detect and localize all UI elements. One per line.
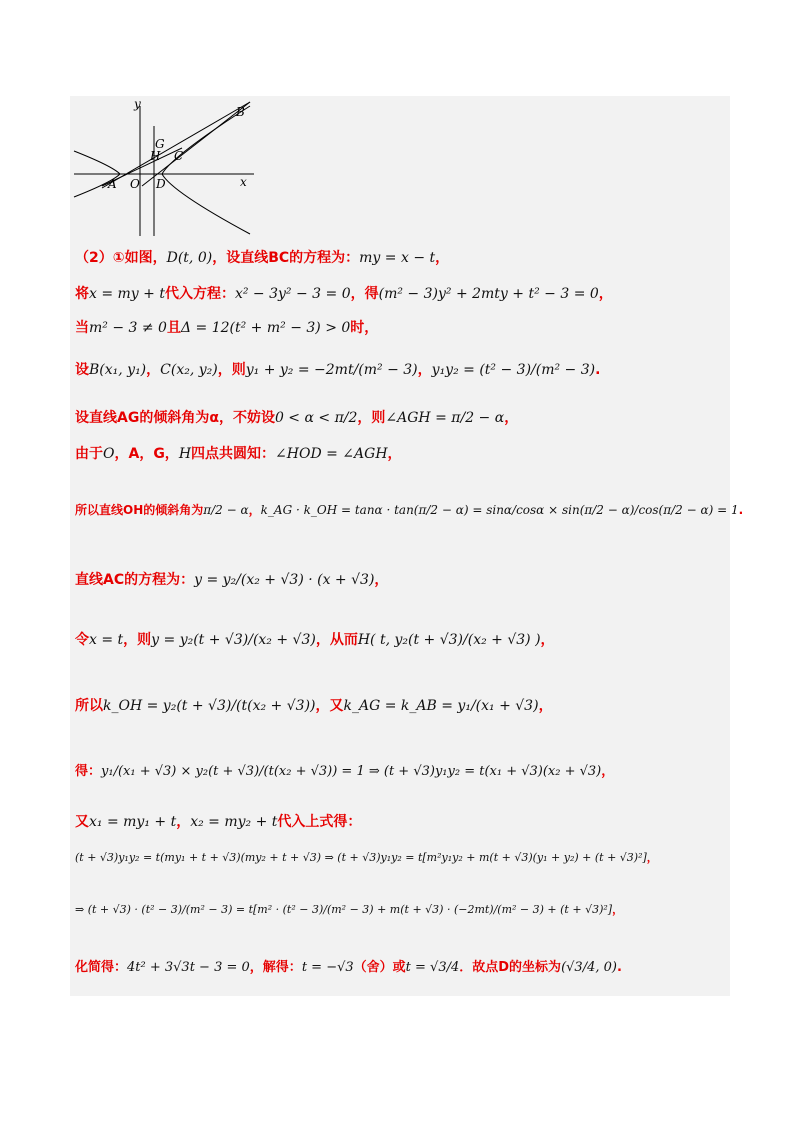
line-14 (75, 900, 623, 920)
text: 由于 (75, 446, 103, 462)
text: 直线AC的方程为： (75, 572, 195, 588)
label-C: C (174, 149, 184, 163)
text: . (616, 960, 622, 975)
text: 当 (75, 320, 89, 336)
math: x₂ = my₂ + t (190, 814, 278, 830)
text: 代入上式得： (277, 814, 362, 830)
label-O: O (130, 177, 140, 191)
line-8 (75, 570, 388, 590)
line-7 (75, 500, 743, 520)
math: my = x − t (359, 250, 436, 266)
label-B: B (236, 105, 245, 119)
label-A: A (108, 177, 117, 191)
text: 得： (75, 764, 102, 779)
text: 四点共圆知： (191, 446, 276, 462)
line-2 (75, 284, 613, 304)
line-3 (75, 318, 378, 338)
math: ⇒ (t + √3) · (t² − 3)/(m² − 3) = t[m² · (t² − 3)/(m² − 3) + m(t + √3) · (−2mt)/(m² − 3) + (t + √3)²] (75, 903, 613, 916)
math: 0 < α < π/2 (274, 410, 358, 426)
math: x² − 3y² − 3 = 0 (234, 286, 351, 302)
text: ，则 (357, 410, 386, 426)
math: ∠AGH = π/2 − α (385, 410, 505, 426)
text: ， (540, 632, 555, 648)
math: x = my + t (89, 286, 165, 302)
math: k_AG · k_OH = tanα · tan(π/2 − α) = sinα/cosα × sin(π/2 − α)/cos(π/2 − α) = 1 (260, 503, 739, 517)
math: y = y₂(t + √3)/(x₂ + √3) (151, 632, 316, 648)
hyperbola-right-branch (162, 106, 250, 234)
label-G: G (155, 137, 165, 151)
line-10 (75, 696, 553, 716)
text: ， (248, 503, 261, 517)
math: t = −√3 (301, 960, 354, 975)
line-13 (75, 848, 658, 868)
text: 令 (75, 632, 89, 648)
text: ，设直线BC的方程为： (212, 250, 360, 266)
text: ，则 (217, 362, 246, 378)
text: ， (538, 698, 553, 714)
text: 将 (75, 286, 89, 302)
math: (t + √3)y₁y₂ = t(my₁ + t + √3)(my₂ + t + √3) ⇒ (t + √3)y₁y₂ = t[m²y₁y₂ + m(t + √3)(y₁ + y₂) + (t + √3)²] (75, 851, 647, 864)
text: ， (504, 410, 519, 426)
math: k_AG = k_AB = y₁/(x₁ + √3) (343, 698, 539, 714)
text: 化简得： (75, 960, 128, 975)
math: C(x₂, y₂) (160, 362, 218, 378)
math: H( t, y₂(t + √3)/(x₂ + √3) ) (357, 632, 541, 648)
text: ，从而 (315, 632, 358, 648)
math: π/2 − α (203, 503, 249, 517)
text: ， (176, 814, 191, 830)
line-4 (75, 360, 600, 380)
text: ， (417, 362, 432, 378)
math: Δ = 12(t² + m² − 3) > 0 (180, 320, 351, 336)
text: ，解得： (249, 960, 302, 975)
math: t = √3/4 (405, 960, 460, 975)
text: ．故点D的坐标为 (459, 960, 562, 975)
text: 时， (350, 320, 379, 336)
math: x₁ = my₁ + t (89, 814, 177, 830)
text: . (595, 362, 601, 378)
text: 设 (75, 362, 89, 378)
line-15 (75, 958, 622, 978)
text: ， (612, 903, 624, 916)
text: 且 (166, 320, 181, 336)
math: D(t, 0) (166, 250, 213, 266)
text: ，又 (315, 698, 344, 714)
text: ， (598, 286, 613, 302)
math: y₁/(x₁ + √3) × y₂(t + √3)/(t(x₂ + √3)) = 1 ⇒ (t + √3)y₁y₂ = t(x₁ + √3)(x₂ + √3) (101, 764, 602, 779)
math: (m² − 3)y² + 2mty + t² − 3 = 0 (378, 286, 599, 302)
math: y₁ + y₂ = −2mt/(m² − 3) (245, 362, 418, 378)
text: ， (374, 572, 389, 588)
text: 代入方程： (164, 286, 235, 302)
math: m² − 3 ≠ 0 (89, 320, 167, 336)
axis-x-label: x (240, 175, 247, 189)
label-H: H (150, 149, 161, 163)
line-12 (75, 812, 361, 832)
text: ，A，G， (114, 446, 179, 462)
math: H (178, 446, 192, 462)
line-1 (75, 248, 449, 268)
math: O (103, 446, 115, 462)
text: ， (646, 851, 658, 864)
math: (√3/4, 0) (561, 960, 617, 975)
text: 所以直线OH的倾斜角为 (75, 503, 204, 517)
line-6 (75, 444, 402, 464)
text: （舍）或 (353, 960, 406, 975)
text: 又 (75, 814, 89, 830)
text: ， (146, 362, 161, 378)
text: ，得 (350, 286, 379, 302)
math: y₁y₂ = (t² − 3)/(m² − 3) (431, 362, 596, 378)
line-9 (75, 630, 555, 650)
axis-y-label: y (134, 97, 141, 111)
label-D: D (156, 177, 166, 191)
line-5 (75, 408, 518, 428)
text: ， (435, 250, 450, 266)
math: B(x₁, y₁) (89, 362, 147, 378)
text: 设直线AG的倾斜角为α，不妨设 (75, 410, 275, 426)
text: 所以 (75, 698, 103, 714)
text: （2）①如图， (75, 250, 167, 266)
text: ，则 (123, 632, 152, 648)
text: . (738, 503, 744, 517)
text: ， (387, 446, 402, 462)
hyperbola-figure (72, 96, 256, 236)
math: y = y₂/(x₂ + √3) · (x + √3) (194, 572, 375, 588)
math: x = t (89, 632, 124, 648)
math: ∠HOD = ∠AGH (275, 446, 388, 462)
math: k_OH = y₂(t + √3)/(t(x₂ + √3)) (103, 698, 316, 714)
line-11 (75, 762, 614, 782)
text: ， (601, 764, 615, 779)
math: 4t² + 3√3t − 3 = 0 (127, 960, 250, 975)
